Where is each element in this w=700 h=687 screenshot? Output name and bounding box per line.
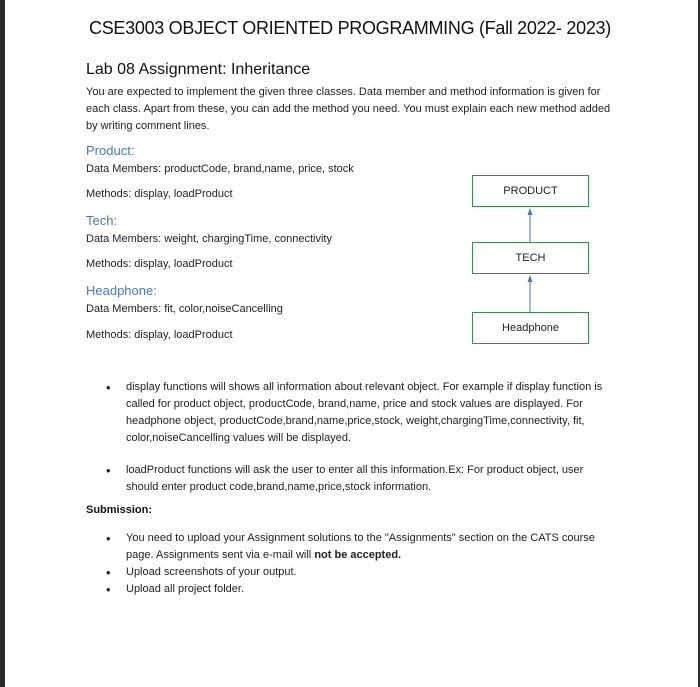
class-name-product: Product: — [86, 143, 135, 158]
list-item — [106, 564, 606, 581]
inheritance-arrow-headphone-to-tech — [520, 274, 540, 312]
list-item — [106, 530, 606, 564]
bullet-dot: • — [106, 582, 111, 597]
inheritance-arrow-tech-to-product — [520, 207, 540, 242]
bullet-text-display: display functions will shows all information about relevant object. For example if display function is called for product object, productCode, brand,name, price and stock values are displayed. For headphone object, productCode,brand,name,price,stock, weight,chargingTime,connectivity, fit, color,noiseCancelling values will be displayed. — [126, 381, 603, 444]
submission-emphasis: not be accepted. — [314, 549, 402, 561]
uml-box-product: PRODUCT — [472, 175, 589, 207]
function-notes-list — [106, 379, 606, 447]
bullet-text-loadproduct: loadProduct functions will ask the user to enter all this information.Ex: For product object, user should enter product code,brand,name,price,stock information. — [126, 464, 584, 493]
bullet-dot: • — [106, 565, 111, 580]
uml-box-tech: TECH — [472, 242, 589, 274]
assignment-heading: Lab 08 Assignment: Inheritance — [86, 61, 311, 78]
bullet-dot: • — [106, 380, 111, 395]
class-methods-product: Methods: display, loadProduct — [86, 188, 233, 200]
list-item — [106, 462, 606, 496]
class-name-headphone: Headphone: — [86, 283, 157, 298]
function-notes-list-2 — [106, 462, 606, 496]
uml-box-headphone: Headphone — [472, 312, 589, 344]
list-item — [106, 581, 606, 598]
class-members-tech: Data Members: weight, chargingTime, connectivity — [86, 233, 332, 245]
class-members-product: Data Members: productCode, brand,name, price, stock — [86, 163, 354, 175]
submission-text-upload: You need to upload your Assignment solutions to the "Assignments" section on the CATS course page. Assignments sent via e-mail will — [126, 532, 595, 561]
list-item — [106, 379, 606, 447]
page-edge-left — [0, 0, 5, 687]
intro-paragraph: You are expected to implement the given three classes. Data member and method information is given for each class. Apart from these, you can add the method you need. You must explain each new method added by writing comment lines. — [86, 86, 611, 132]
document-title: CSE3003 OBJECT ORIENTED PROGRAMMING (Fall 2022- 2023) — [89, 18, 611, 38]
class-methods-headphone: Methods: display, loadProduct — [86, 329, 233, 341]
class-name-tech: Tech: — [86, 213, 118, 228]
class-methods-tech: Methods: display, loadProduct — [86, 258, 233, 270]
submission-text-screenshots: Upload screenshots of your output. — [126, 566, 297, 578]
submission-label: Submission: — [86, 504, 153, 516]
class-members-headphone: Data Members: fit, color,noiseCancelling — [86, 303, 283, 315]
bullet-dot: • — [106, 463, 111, 478]
bullet-dot: • — [106, 531, 111, 546]
submission-list — [106, 530, 606, 598]
submission-text-project: Upload all project folder. — [126, 583, 245, 595]
